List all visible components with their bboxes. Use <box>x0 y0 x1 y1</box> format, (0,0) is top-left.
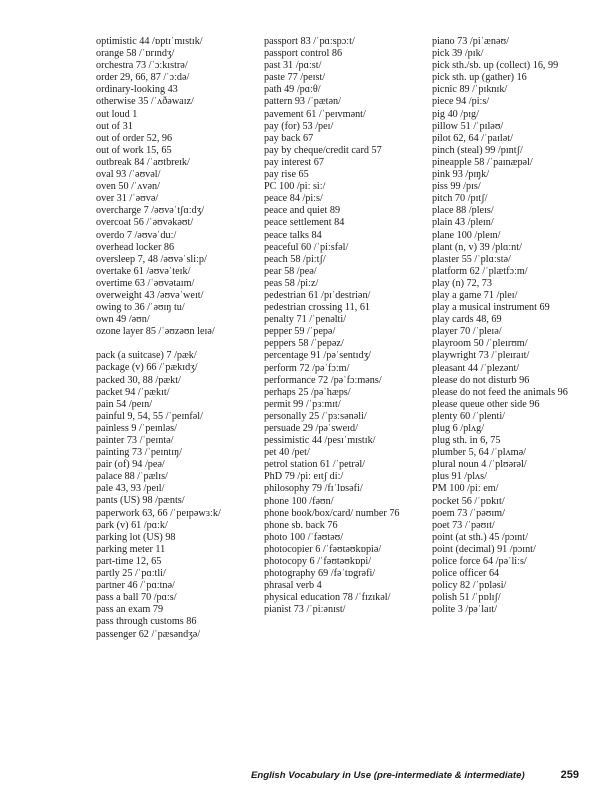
index-entry: plant (n, v) 39 /plɑːnt/ <box>432 241 522 253</box>
index-entry: pet 40 /pet/ <box>264 447 310 459</box>
index-column-1 <box>96 36 256 641</box>
index-entry: persuade 29 /pəˈsweɪd/ <box>264 423 358 434</box>
index-entry: passport control 86 <box>264 48 343 60</box>
index-entry: palace 88 /ˈpælɪs/ <box>96 471 168 483</box>
index-entry: plumber 5, 64 /ˈplʌmə/ <box>432 447 526 459</box>
index-entry: please queue other side 96 <box>432 398 540 410</box>
index-entry: ordinary-looking 43 <box>96 84 178 96</box>
index-entry: packet 94 /ˈpækɪt/ <box>96 386 170 398</box>
index-entry: plaster 55 /ˈplɑːstə/ <box>432 253 511 265</box>
index-entry: piano 73 /piˈænəʊ/ <box>432 36 509 47</box>
index-entry: perform 72 /pəˈfɔːm/ <box>264 362 350 374</box>
index-entry: park (v) 61 /pɑːk/ <box>96 519 168 531</box>
index-entry: partly 25 /ˈpɑːtli/ <box>96 568 166 580</box>
index-entry: outbreak 84 /ˈaʊtbreɪk/ <box>96 156 190 168</box>
index-entry: peace talks 84 <box>264 229 322 241</box>
index-entry: pepper 59 /ˈpepə/ <box>264 326 336 338</box>
index-entry: perhaps 25 /pəˈhæps/ <box>264 386 351 398</box>
index-entry: peppers 58 /ˈpepəz/ <box>264 338 344 350</box>
index-entry: passenger 62 /ˈpæsəndʒə/ <box>96 628 201 640</box>
index-entry: police force 64 /pəˈliːs/ <box>432 556 527 568</box>
index-entry: pianist 73 /ˈpiːənɪst/ <box>264 604 346 616</box>
index-entry: police officer 64 <box>432 568 500 580</box>
index-entry: poem 73 /ˈpəʊɪm/ <box>432 507 505 519</box>
index-entry: performance 72 /pəˈfɔːməns/ <box>264 374 382 386</box>
index-entry: polite 3 /pəˈlaɪt/ <box>432 604 498 616</box>
index-entry: painting 73 /ˈpeɪntɪŋ/ <box>96 447 182 459</box>
index-entry: point (decimal) 91 /pɔɪnt/ <box>432 543 536 555</box>
index-entry: peace 84 /piːs/ <box>264 193 323 205</box>
index-entry: over 31 /ˈəʊvə/ <box>96 193 159 205</box>
index-entry: pack (a suitcase) 7 /pæk/ <box>96 350 197 362</box>
index-entry: PC 100 /piː siː/ <box>264 181 326 193</box>
index-entry: phone 100 /fəʊn/ <box>264 495 334 507</box>
index-entry: plug 6 /plʌg/ <box>432 423 485 434</box>
index-entry: piss 99 /pɪs/ <box>432 181 481 193</box>
index-entry: please do not disturb 96 <box>432 374 530 386</box>
index-entry: package (v) 66 /ˈpækɪdʒ/ <box>96 362 198 374</box>
index-entry: pants (US) 98 /pænts/ <box>96 495 185 507</box>
index-entry: penalty 71 /ˈpenəlti/ <box>264 314 347 326</box>
index-entry: philosophy 79 /fɪˈlɒsəfi/ <box>264 483 363 495</box>
index-entry: overhead locker 86 <box>96 241 175 253</box>
index-entry: point (at sth.) 45 /pɔɪnt/ <box>432 531 528 543</box>
index-entry: passport 83 /ˈpɑːspɔːt/ <box>264 36 355 47</box>
index-entry: pain 54 /peɪn/ <box>96 398 153 410</box>
index-entry: pedestrian crossing 11, 61 <box>264 302 371 314</box>
index-entry: out of work 15, 65 <box>96 144 172 156</box>
index-entry: phrasal verb 4 <box>264 580 322 592</box>
index-entry: orchestra 73 /ˈɔːkɪstrə/ <box>96 60 188 72</box>
index-entry: overcharge 7 /əʊvəˈtʃɑːdʒ/ <box>96 205 205 217</box>
index-entry: overdo 7 /əʊvəˈduː/ <box>96 229 177 241</box>
index-entry: pineapple 58 /ˈpaɪnæpəl/ <box>432 156 533 168</box>
index-entry: plane 100 /pleɪn/ <box>432 229 501 241</box>
index-entry: pitch 70 /pɪtʃ/ <box>432 193 488 205</box>
index-entry: play a musical instrument 69 <box>432 302 550 314</box>
index-entry: pay back 67 <box>264 132 314 144</box>
index-entry: personally 25 /ˈpɜːsənəli/ <box>264 410 367 422</box>
index-entry: out of order 52, 96 <box>96 132 173 144</box>
index-entry: partner 46 /ˈpɑːtnə/ <box>96 580 175 592</box>
index-entry: peace settlement 84 <box>264 217 345 229</box>
index-entry: pay by cheque/credit card 57 <box>264 144 382 156</box>
index-entry: petrol station 61 /ˈpetrəl/ <box>264 459 365 471</box>
index-entry: play cards 48, 69 <box>432 314 502 326</box>
index-entry: past 31 /pɑːst/ <box>264 60 322 72</box>
index-entry: ozone layer 85 /ˈəʊzəʊn leɪə/ <box>96 326 215 338</box>
index-entry: plural noun 4 /ˈplʊərəl/ <box>432 459 527 471</box>
index-entry: paperwork 63, 66 /ˈpeɪpəwɜːk/ <box>96 507 221 519</box>
index-entry: part-time 12, 65 <box>96 555 162 567</box>
index-column-2 <box>264 36 424 617</box>
index-entry: path 49 /pɑːθ/ <box>264 84 321 96</box>
book-title: English Vocabulary in Use (pre-intermediate & intermediate) <box>250 770 525 781</box>
index-entry: plain 43 /pleɪn/ <box>432 217 494 229</box>
index-entry: pillow 51 /ˈpɪləʊ/ <box>432 120 504 132</box>
index-entry: peas 58 /piːz/ <box>264 277 319 289</box>
index-entry: platform 62 /ˈplætfɔːm/ <box>432 265 528 277</box>
index-entry: overweight 43 /əʊvəˈweɪt/ <box>96 289 204 301</box>
index-column-3 <box>432 36 582 617</box>
index-entry: physical education 78 /ˈfɪzɪkəl/ <box>264 592 391 604</box>
index-entry: out of 31 <box>96 120 133 132</box>
index-entry: painful 9, 54, 55 /ˈpeɪnfəl/ <box>96 410 203 422</box>
index-entry: pass an exam 79 <box>96 604 164 616</box>
index-entry: pedestrian 61 /pɪˈdestriən/ <box>264 289 371 301</box>
index-entry: pear 58 /peə/ <box>264 265 317 277</box>
index-entry: pleasant 44 /ˈplezənt/ <box>432 362 520 374</box>
index-entry: pick sth./sb. up (collect) 16, 99 <box>432 60 559 72</box>
index-entry: oval 93 /ˈəʊvəl/ <box>96 169 161 181</box>
index-entry: overcoat 56 /ˈəʊvəkəʊt/ <box>96 217 194 229</box>
index-entry: overtake 61 /əʊvəˈteɪk/ <box>96 265 191 277</box>
index-entry: pay (for) 53 /peɪ/ <box>264 120 334 132</box>
index-entry: pass a ball 70 /pɑːs/ <box>96 592 177 604</box>
index-entry: oven 50 /ˈʌvən/ <box>96 181 160 193</box>
index-entry: place 88 /pleɪs/ <box>432 205 494 217</box>
index-entry: parking meter 11 <box>96 543 166 555</box>
index-entry: pig 40 /pɪg/ <box>432 108 479 120</box>
index-entry: own 49 /əʊn/ <box>96 314 150 326</box>
index-entry: otherwise 35 /ˈʌðəwaɪz/ <box>96 96 194 108</box>
index-entry: owing to 36 /ˈəʊɪŋ tu/ <box>96 302 185 314</box>
index-entry: peach 58 /piːtʃ/ <box>264 253 326 265</box>
index-entry: photography 69 /fəˈtɒgrəfi/ <box>264 568 376 580</box>
index-entry: player 70 /ˈpleɪə/ <box>432 326 502 338</box>
index-entry: pocket 56 /ˈpɒkɪt/ <box>432 495 505 507</box>
index-entry: pick 39 /pɪk/ <box>432 48 484 60</box>
index-entry: please do not feed the animals 96 <box>432 386 568 398</box>
index-entry: pale 43, 93 /peɪl/ <box>96 483 165 495</box>
index-entry: plenty 60 /ˈplenti/ <box>432 410 505 422</box>
index-entry: pay rise 65 <box>264 169 309 181</box>
index-entry: order 29, 66, 87 /ˈɔːdə/ <box>96 72 190 84</box>
index-entry: pessimistic 44 /pesɪˈmɪstɪk/ <box>264 435 376 447</box>
index-entry: packed 30, 88 /pækt/ <box>96 374 181 386</box>
index-entry: pass through customs 86 <box>96 616 197 628</box>
index-entry: poet 73 /ˈpəʊɪt/ <box>432 519 495 531</box>
index-entry: parking lot (US) 98 <box>96 531 176 543</box>
index-entry: pavement 61 /ˈpeɪvmənt/ <box>264 108 366 120</box>
index-entry: photocopy 6 /ˈfəʊtəʊkɒpi/ <box>264 556 372 568</box>
index-entry: pattern 93 /ˈpætən/ <box>264 96 341 108</box>
page-number: 259 <box>560 769 579 781</box>
index-entry: painter 73 /ˈpeɪntə/ <box>96 435 174 446</box>
index-entry: pay interest 67 <box>264 156 324 168</box>
index-entry: playroom 50 /ˈpleɪrʊm/ <box>432 338 528 350</box>
index-entry: orange 58 /ˈɒrɪndʒ/ <box>96 48 175 60</box>
index-entry: permit 99 /ˈpɜːmɪt/ <box>264 398 341 410</box>
index-entry: plug sth. in 6, 75 <box>432 435 501 447</box>
index-entry: peaceful 60 /ˈpiːsfəl/ <box>264 241 349 253</box>
index-entry: peace and quiet 89 <box>264 205 341 217</box>
page-footer <box>250 769 579 781</box>
index-entry: photo 100 /ˈfəʊtəʊ/ <box>264 531 344 543</box>
index-entry: piece 94 /piːs/ <box>432 96 490 108</box>
index-entry: playwright 73 /ˈpleɪraɪt/ <box>432 350 530 362</box>
index-entry: picnic 89 /ˈpɪknɪk/ <box>432 84 508 96</box>
index-entry: play a game 71 /pleɪ/ <box>432 289 518 301</box>
index-entry: play (n) 72, 73 <box>432 277 492 289</box>
index-entry: pair (of) 94 /peə/ <box>96 459 165 471</box>
index-entry: pinch (steal) 99 /pɪntʃ/ <box>432 144 523 156</box>
index-entry: phone sb. back 76 <box>264 519 338 531</box>
index-entry: out loud 1 <box>96 108 138 120</box>
index-entry: painless 9 /ˈpeɪnləs/ <box>96 422 177 434</box>
index-entry: pilot 62, 64 /ˈpaɪlət/ <box>432 132 513 144</box>
index-entry: pink 93 /pɪŋk/ <box>432 169 490 181</box>
index-entry: paste 77 /peɪst/ <box>264 72 326 84</box>
index-entry: PM 100 /piː em/ <box>432 483 499 495</box>
index-entry: phone book/box/card/ number 76 <box>264 507 400 519</box>
index-entry: polish 51 /ˈpɒlɪʃ/ <box>432 592 501 604</box>
index-entry: PhD 79 /piː eɪtʃ diː/ <box>264 471 344 483</box>
index-entry: plus 91 /plʌs/ <box>432 471 487 483</box>
index-entry: policy 82 /ˈpɒləsi/ <box>432 580 507 592</box>
section-gap <box>96 338 256 350</box>
index-entry: percentage 91 /pəˈsentɪdʒ/ <box>264 350 371 362</box>
index-entry: pick sth. up (gather) 16 <box>432 72 527 84</box>
index-entry: photocopier 6 /ˈfəʊtəʊkɒpiə/ <box>264 543 382 555</box>
index-entry: optimistic 44 /ɒptɪˈmɪstɪk/ <box>96 36 203 47</box>
index-entry: oversleep 7, 48 /əʊvəˈsliːp/ <box>96 253 207 265</box>
index-entry: overtime 63 /ˈəʊvətaɪm/ <box>96 277 195 289</box>
